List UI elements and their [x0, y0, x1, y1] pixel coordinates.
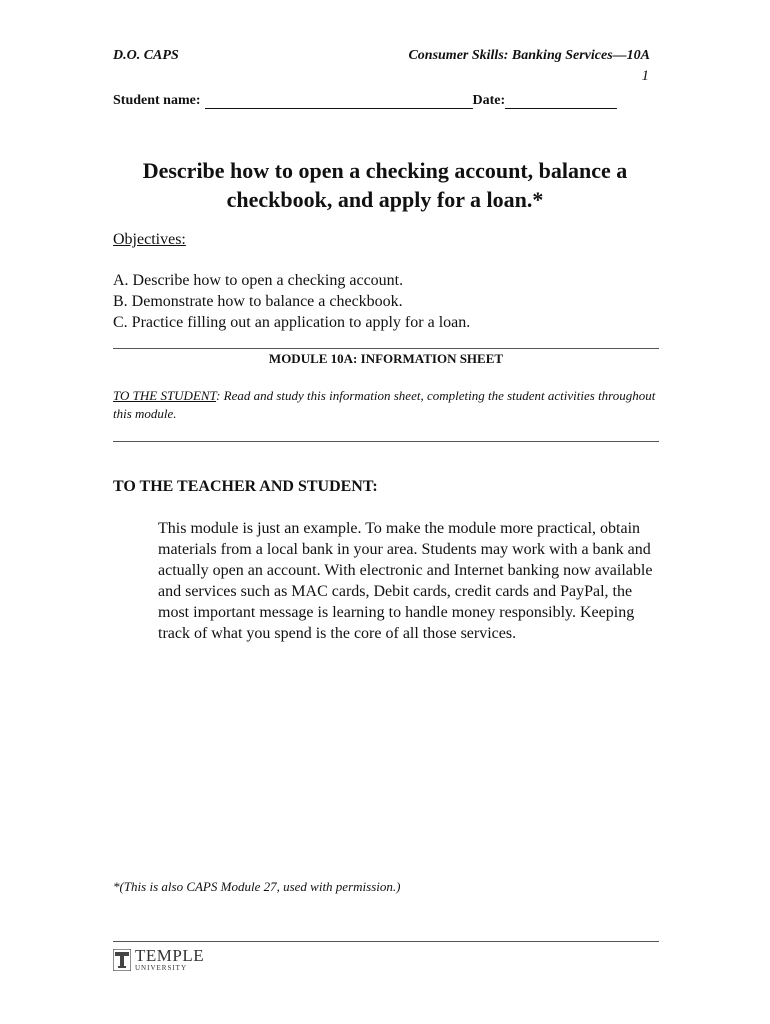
header-right: Consumer Skills: Banking Services—10A: [408, 48, 650, 63]
student-name-label: Student name:: [113, 93, 201, 108]
student-name-field[interactable]: [205, 94, 473, 109]
header-left: D.O. CAPS: [113, 48, 179, 63]
student-info-row: [113, 93, 617, 109]
footnote: *(This is also CAPS Module 27, used with permission.): [113, 879, 401, 894]
objectives-heading: Objectives:: [113, 231, 186, 248]
temple-university-logo: [113, 947, 204, 972]
module-heading: MODULE 10A: INFORMATION SHEET: [268, 351, 504, 366]
divider-bottom: [113, 441, 659, 442]
to-student-note: [113, 387, 659, 423]
teacher-student-heading: TO THE TEACHER AND STUDENT:: [113, 478, 378, 495]
footer-rule: [113, 941, 659, 942]
date-label: Date:: [472, 93, 506, 108]
page-number: 1: [641, 68, 649, 84]
logo-sub: UNIVERSITY: [135, 964, 187, 972]
objectives-list: [113, 270, 470, 333]
objective-item: A. Describe how to open a checking account.: [113, 272, 404, 289]
logo-name: TEMPLE: [135, 946, 205, 965]
objective-item: C. Practice filling out an application to apply for a loan.: [113, 314, 471, 331]
divider-top: [113, 348, 659, 349]
teacher-student-paragraph: This module is just an example. To make the module more practical, obtain materials from a local bank in your area. Students may work with a bank and actually open an account. With electronic and Internet banking now available and services such as MAC cards, Debit cards, credit cards and PayPal, the most important message is learning to handle money responsibly. Keeping track of what you spend is the core of all those services.: [158, 520, 653, 642]
date-field[interactable]: [505, 94, 617, 109]
page-title: Describe how to open a checking account, balance a checkbook, and apply for a loan.*: [142, 158, 628, 212]
to-student-text: : Read and study this information sheet, completing the student activities throughout this module.: [113, 388, 656, 421]
objective-item: B. Demonstrate how to balance a checkbook.: [113, 293, 403, 310]
temple-t-logo-icon: [113, 949, 131, 971]
to-student-label: TO THE STUDENT: [113, 388, 217, 403]
